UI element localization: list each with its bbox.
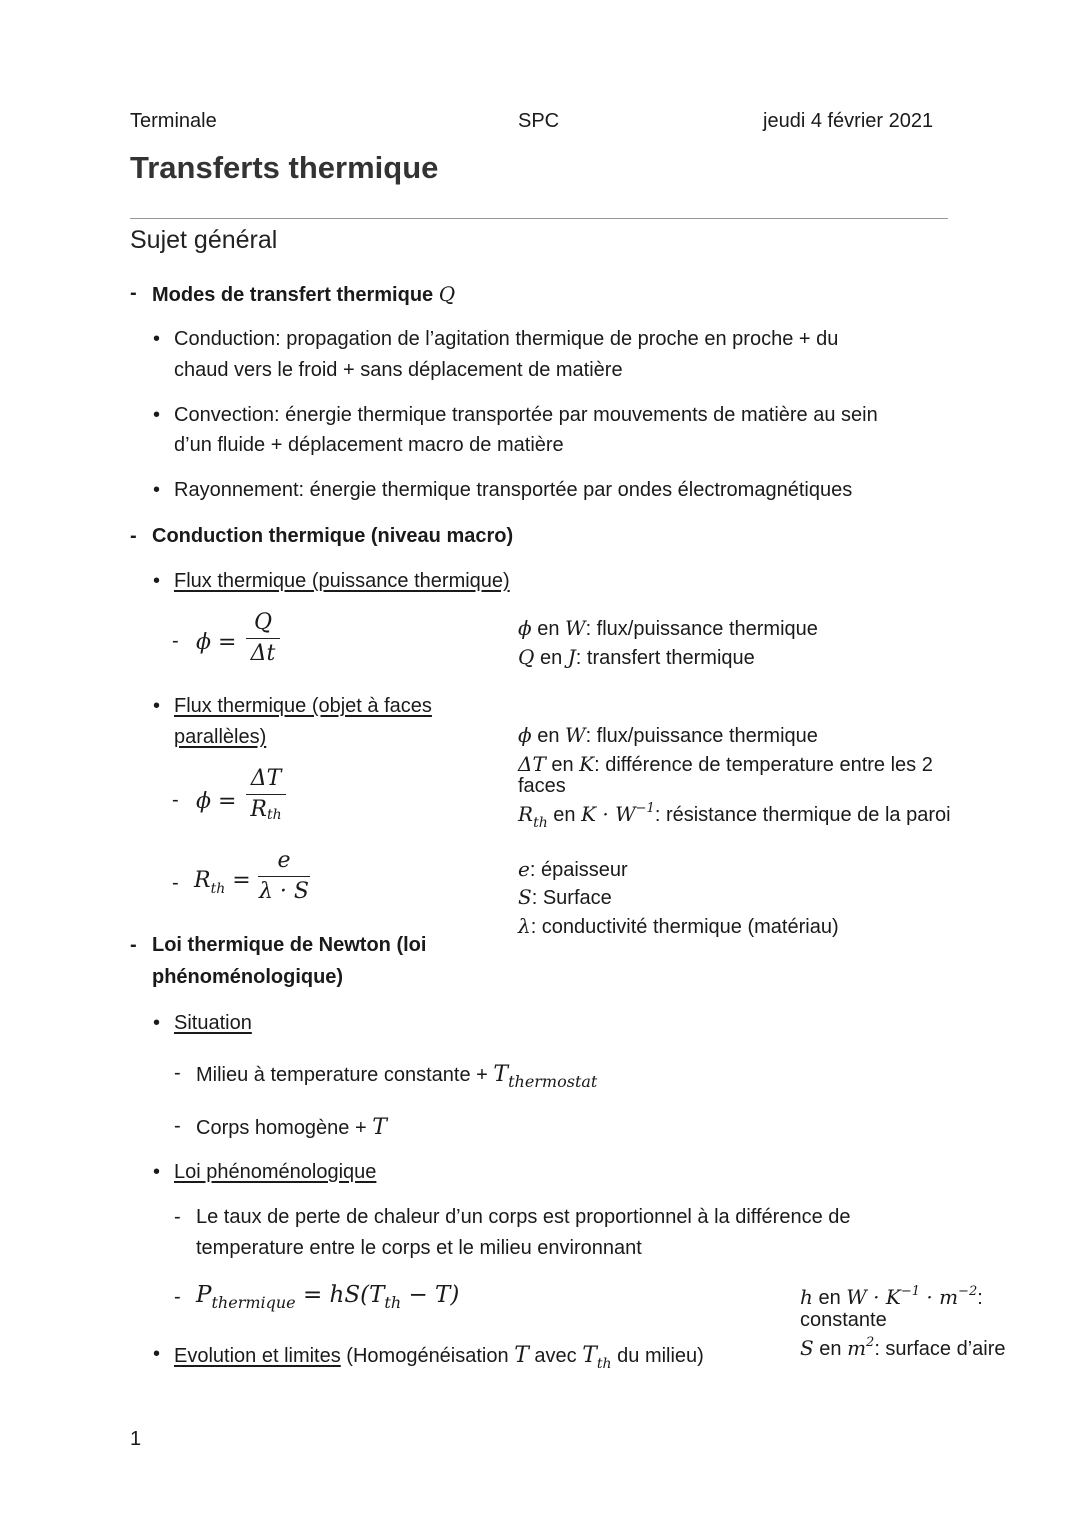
dash-marker: -: [174, 1286, 181, 1308]
dash-marker: -: [172, 630, 179, 652]
bullet-icon: •: [153, 570, 161, 592]
header-center: SPC: [518, 110, 560, 132]
dash-marker: -: [130, 282, 137, 304]
note-h: h en $W \cdot K^{-1} \cdot m^{-2}$:: [800, 1284, 983, 1309]
bullet-icon: •: [153, 328, 161, 350]
loi-label: Loi phénoménologique: [174, 1161, 377, 1183]
page-title: Transferts thermique: [130, 150, 439, 185]
convection-line-2: d’un fluide + déplacement macro de matière: [174, 434, 564, 456]
loi-line-1: Le taux de perte de chaleur d’un corps est proportionnel à la différence de: [196, 1206, 851, 1228]
rayonnement-line: Rayonnement: énergie thermique transportée par ondes électromagnétiques: [174, 479, 853, 501]
dash-marker: -: [130, 934, 137, 956]
note-phi-2: ϕ en W: flux/puissance thermique: [518, 723, 818, 747]
note-phi: ϕ en W: flux/puissance thermique: [518, 616, 818, 640]
dash-marker: -: [172, 789, 179, 811]
note-delta-t: ΔT en K: différence de temperature entre les 2: [518, 752, 933, 776]
conduction-line-1: Conduction: propagation de l’agitation thermique de proche en proche + du: [174, 328, 839, 350]
section-newton-title-2: phénoménologique): [152, 966, 344, 988]
note-rth: $R_{th}$ en $K \cdot W^{-1}$: résistance thermique de la paroi: [518, 801, 951, 831]
bullet-icon: •: [153, 1161, 161, 1183]
corps-line: Corps homogène + T: [196, 1115, 387, 1140]
bullet-icon: •: [153, 695, 161, 717]
dash-marker: -: [174, 1062, 181, 1084]
formula-fraction: e λ · S: [259, 848, 309, 904]
section-newton-title-1: Loi thermique de Newton (loi: [152, 934, 427, 956]
note-lambda: λ: conductivité thermique (matériau): [518, 914, 839, 938]
note-q: Q en J: transfert thermique: [518, 645, 755, 669]
header-left: Terminale: [130, 110, 217, 132]
flux-faces-label-2: parallèles): [174, 726, 267, 748]
title-divider: [130, 218, 948, 219]
bullet-icon: •: [153, 404, 161, 426]
formula-lhs: ϕ =: [196, 789, 237, 814]
flux-thermique-label: Flux thermique (puissance thermique): [174, 570, 510, 592]
flux-faces-label-1: Flux thermique (objet à faces: [174, 695, 432, 717]
formula-fraction: ΔT Rth: [246, 766, 286, 825]
milieu-line: Milieu à temperature constante + $T_{thermostat}$: [196, 1062, 598, 1091]
note-delta-t-cont: faces: [518, 775, 566, 797]
note-e: e: épaisseur: [518, 857, 628, 881]
dash-marker: -: [130, 525, 137, 547]
formula-lhs: ϕ =: [196, 630, 237, 655]
bullet-icon: •: [153, 1012, 161, 1034]
dash-marker: -: [172, 872, 179, 894]
evolution-line: Evolution et limites (Homogénéisation T avec $T_{th}$ du milieu): [174, 1343, 704, 1372]
note-h-cont: constante: [800, 1309, 887, 1331]
header-date: jeudi 4 février 2021: [763, 110, 934, 132]
formula-lhs: $R_{th}$ =: [194, 868, 251, 897]
dash-marker: -: [174, 1206, 181, 1228]
section-modes-title: Modes de transfert thermique Q: [152, 282, 456, 306]
convection-line-1: Convection: énergie thermique transportée par mouvements de matière au sein: [174, 404, 878, 426]
section-heading: Sujet général: [130, 226, 278, 254]
conduction-line-2: chaud vers le froid + sans déplacement de matière: [174, 359, 623, 381]
note-s-area: S en $m^2$: surface d’aire: [800, 1335, 1006, 1360]
section-conduction-title: Conduction thermique (niveau macro): [152, 525, 514, 547]
loi-line-2: temperature entre le corps et le milieu environnant: [196, 1237, 642, 1259]
note-s: S: Surface: [518, 885, 612, 909]
formula-fraction: Q Δt: [246, 610, 280, 667]
situation-label: Situation: [174, 1012, 252, 1034]
bullet-icon: •: [153, 479, 161, 501]
bullet-icon: •: [153, 1343, 161, 1365]
page-number: 1: [130, 1428, 142, 1450]
newton-formula: $P_{thermique} = hS(T_{th} - T)$: [196, 1282, 460, 1312]
dash-marker: -: [174, 1115, 181, 1137]
